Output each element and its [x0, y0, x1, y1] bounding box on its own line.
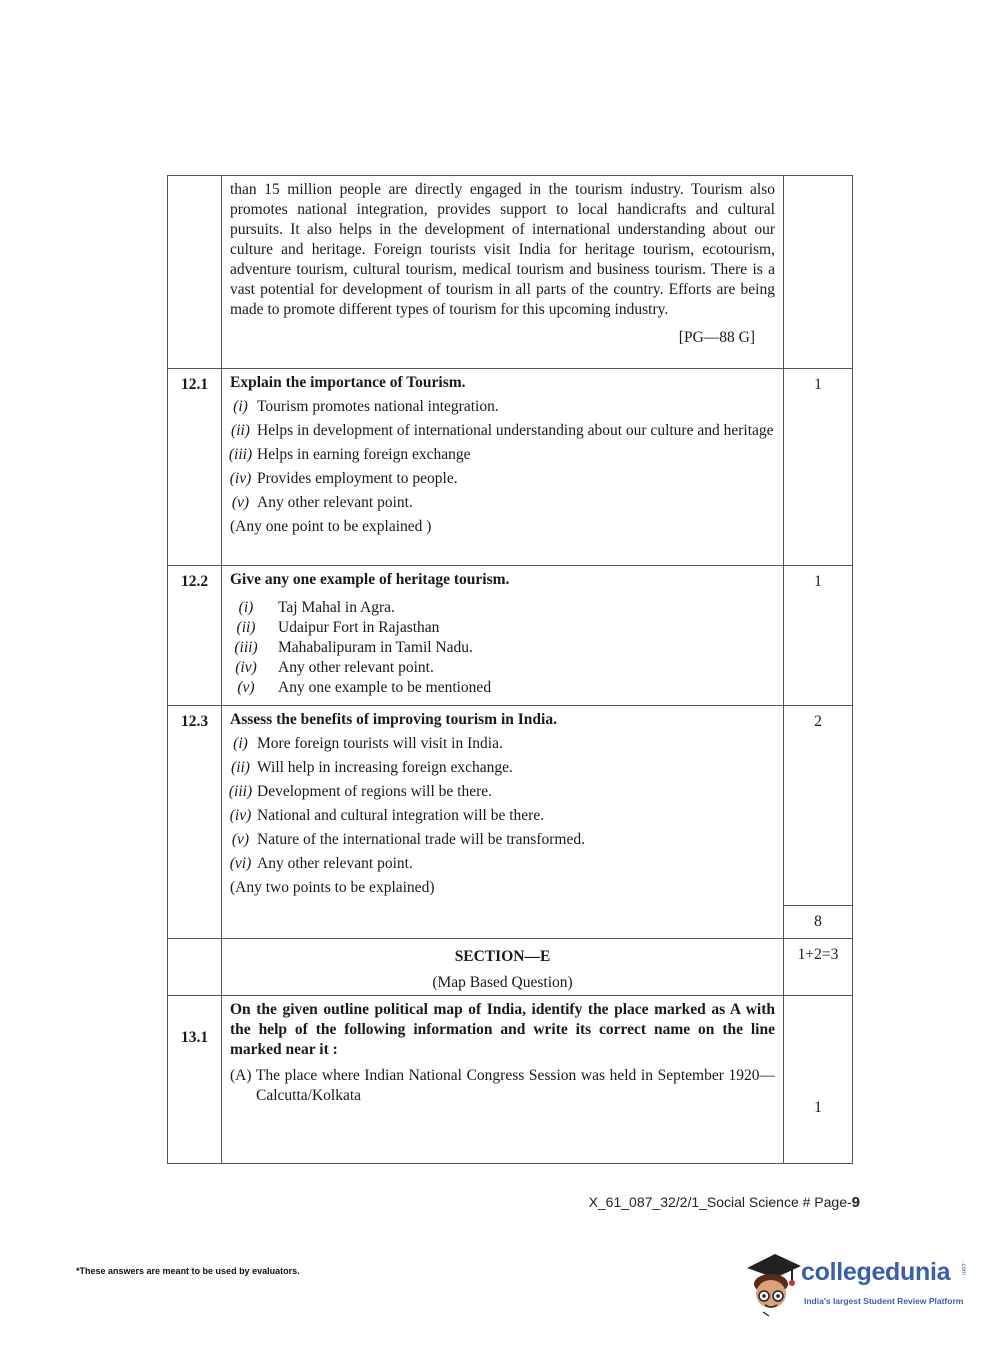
- section-marks-cell: 1+2=3: [784, 939, 853, 996]
- example-item: (v) Any one example to be mentioned: [237, 679, 492, 696]
- question-row-12-2: [168, 566, 853, 706]
- example-item: (iii) Mahabalipuram in Tamil Nadu.: [234, 639, 473, 656]
- section-e-row: [168, 939, 853, 996]
- mascot-icon: [745, 1250, 805, 1320]
- example-item: (ii) Udaipur Fort in Rajasthan: [236, 619, 440, 636]
- brand-name: collegedunia: [801, 1258, 951, 1286]
- passage-cell: [222, 176, 784, 369]
- passage-qno-cell: [168, 176, 222, 369]
- question-body-12-1: [222, 369, 784, 566]
- example-item: (iv) Any other relevant point.: [235, 659, 434, 676]
- page-footer-reference: X_61_087_32/2/1_Social Science # Page-9: [588, 1194, 860, 1211]
- answer-point: (ii) Will help in increasing foreign exchange.: [231, 759, 513, 776]
- marks-cell: 1: [784, 566, 853, 706]
- question-number: 12.3: [168, 706, 222, 939]
- section-qno-cell: [168, 939, 222, 996]
- brand-domain: .com: [960, 1262, 966, 1276]
- answer-point: (iv) National and cultural integration will be there.: [229, 807, 545, 824]
- question-body-12-2: [222, 566, 784, 706]
- question-text: Give any one example of heritage tourism.: [230, 571, 510, 588]
- question-body-12-3: [222, 706, 784, 939]
- question-row-12-1: [168, 369, 853, 566]
- total-marks-cell: 8: [784, 906, 853, 939]
- example-item: (i) Taj Mahal in Agra.: [238, 599, 395, 616]
- section-subtitle: (Map Based Question): [432, 974, 573, 991]
- evaluation-note: (Any two points to be explained): [230, 879, 435, 896]
- evaluator-disclaimer: *These answers are meant to be used by evaluators.: [76, 1266, 300, 1276]
- passage-marks-cell: [784, 176, 853, 369]
- question-text: Explain the importance of Tourism.: [230, 374, 466, 391]
- question-row-13-1: [168, 996, 853, 1164]
- answer-point: (i) Tourism promotes national integration.: [233, 398, 499, 415]
- answer-point: (iii) Development of regions will be there.: [228, 783, 493, 800]
- answer-point: (vi) Any other relevant point.: [229, 855, 413, 872]
- answer-point: (v) Nature of the international trade will be transformed.: [231, 831, 585, 848]
- marking-scheme-table: [167, 175, 853, 1164]
- answer-point: (v) Any other relevant point.: [231, 494, 413, 511]
- question-number: 12.2: [168, 566, 222, 706]
- brand-tagline: India's largest Student Review Platform: [804, 1296, 964, 1306]
- passage-reference: [PG—88 G]: [678, 329, 755, 346]
- collegedunia-logo: [745, 1250, 975, 1320]
- page-number: 9: [851, 1194, 860, 1211]
- question-text: Assess the benefits of improving tourism in India.: [230, 711, 557, 728]
- marks-cell: 1: [784, 369, 853, 566]
- answer-point: (iii) Helps in earning foreign exchange: [228, 446, 471, 463]
- marking-scheme-sheet: [167, 175, 852, 1164]
- question-number: 12.1: [168, 369, 222, 566]
- question-number: 13.1: [168, 996, 222, 1164]
- question-row-12-3: [168, 706, 853, 906]
- passage-text: than 15 million people are directly engaged in the tourism industry. Tourism also promotes national integration, provides support to local handicrafts and cultural pursuits. It also helps in the development of international understanding about our culture and heritage. Foreign tourists visit India for heritage tourism, ecotourism, adventure tourism, cultural tourism, medical tourism and business tourism. There is a vast potential for development of tourism in all parts of the country. Efforts are being made to promote different types of tourism for this upcoming industry.: [230, 181, 775, 318]
- answer-point: (iv) Provides employment to people.: [229, 470, 458, 487]
- passage-row: [168, 176, 853, 369]
- evaluation-note: (Any one point to be explained ): [230, 518, 432, 535]
- map-answer: (A) The place where Indian National Congress Session was held in September 1920—Calcutta/Kolkata: [230, 1067, 775, 1104]
- section-heading-cell: [222, 939, 784, 996]
- question-text: On the given outline political map of India, identify the place marked as A with the help of the following information and write its correct name on the line marked near it :: [230, 1001, 775, 1058]
- answer-point: (ii) Helps in development of international understanding about our culture and heritage: [231, 422, 774, 439]
- question-body-13-1: [222, 996, 784, 1164]
- marks-cell: 1: [784, 996, 853, 1164]
- answer-point: (i) More foreign tourists will visit in India.: [233, 735, 503, 752]
- section-title: SECTION—E: [454, 948, 551, 965]
- marks-cell: 2: [784, 706, 853, 906]
